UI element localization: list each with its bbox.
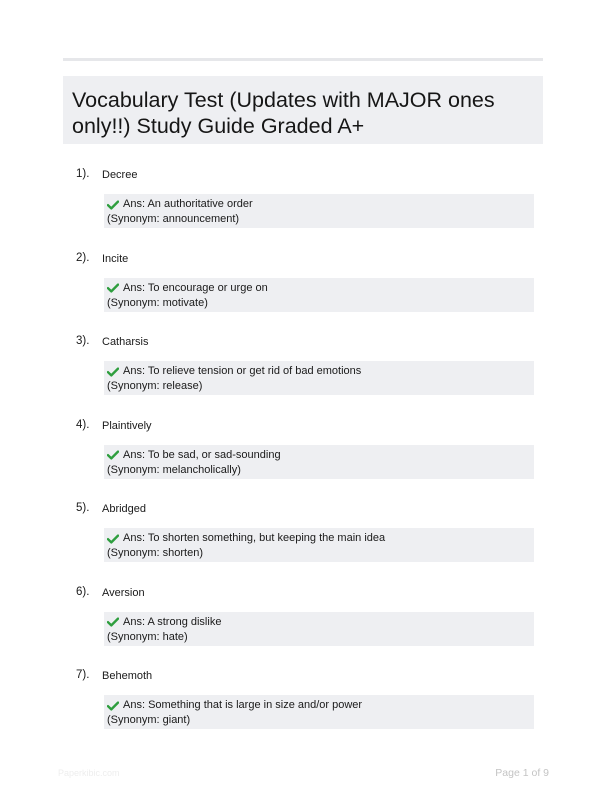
answer-text: Ans: A strong dislike <box>123 615 222 628</box>
answer-line <box>107 197 534 212</box>
answer-text: Ans: To be sad, or sad-sounding <box>123 448 281 461</box>
check-icon <box>107 200 119 210</box>
synonym-text: (Synonym: melancholically) <box>107 463 241 476</box>
answer-line <box>107 364 534 379</box>
synonym-text: (Synonym: announcement) <box>107 213 240 225</box>
answer-line <box>107 615 534 630</box>
question-term: Behemoth <box>102 670 153 682</box>
footer-watermark: Paperkibic.com <box>58 768 120 778</box>
question-term: Catharsis <box>102 336 149 348</box>
synonym-text: (Synonym: shorten) <box>107 547 203 559</box>
question-term: Aversion <box>102 586 145 599</box>
question-term: Abridged <box>102 503 147 515</box>
synonym-text: (Synonym: release) <box>107 380 203 392</box>
question-number: 5). <box>76 502 90 514</box>
question-number: 4). <box>76 418 90 431</box>
answer-text: Ans: Something that is large in size and/or power <box>123 699 363 711</box>
answer-line <box>107 448 534 463</box>
answer-box <box>104 445 534 479</box>
synonym-text: (Synonym: motivate) <box>107 296 208 309</box>
answer-line <box>107 281 534 296</box>
answer-box <box>104 278 534 312</box>
answer-box <box>104 695 534 729</box>
answer-line <box>107 698 534 713</box>
check-icon <box>107 534 119 544</box>
synonym-text: (Synonym: giant) <box>107 714 191 726</box>
question-number: 7). <box>76 669 90 681</box>
question-number: 6). <box>76 585 90 598</box>
check-icon <box>107 450 119 460</box>
answer-text: Ans: To relieve tension or get rid of bad emotions <box>123 365 362 377</box>
question-number: 2). <box>76 251 90 264</box>
answer-box <box>104 361 534 395</box>
answer-line <box>107 531 534 546</box>
synonym-text: (Synonym: hate) <box>107 630 188 643</box>
question-term: Plaintively <box>102 419 152 432</box>
answer-text: Ans: To encourage or urge on <box>123 281 268 294</box>
answer-box <box>104 528 534 562</box>
answer-text: Ans: To shorten something, but keeping the main idea <box>123 532 386 544</box>
question-number: 3). <box>76 335 90 347</box>
answer-text: Ans: An authoritative order <box>123 198 253 210</box>
answer-box <box>104 612 534 646</box>
question-term: Incite <box>102 252 129 265</box>
check-icon <box>107 701 119 711</box>
page-title: Vocabulary Test (Updates with MAJOR ones only!!) Study Guide Graded A+ <box>72 88 495 138</box>
question-number: 1). <box>76 168 90 180</box>
question-term: Decree <box>102 169 138 181</box>
check-icon <box>107 617 119 627</box>
check-icon <box>107 367 119 377</box>
page-indicator: Page 1 of 9 <box>495 767 549 779</box>
check-icon <box>107 283 119 293</box>
answer-box <box>104 194 534 228</box>
